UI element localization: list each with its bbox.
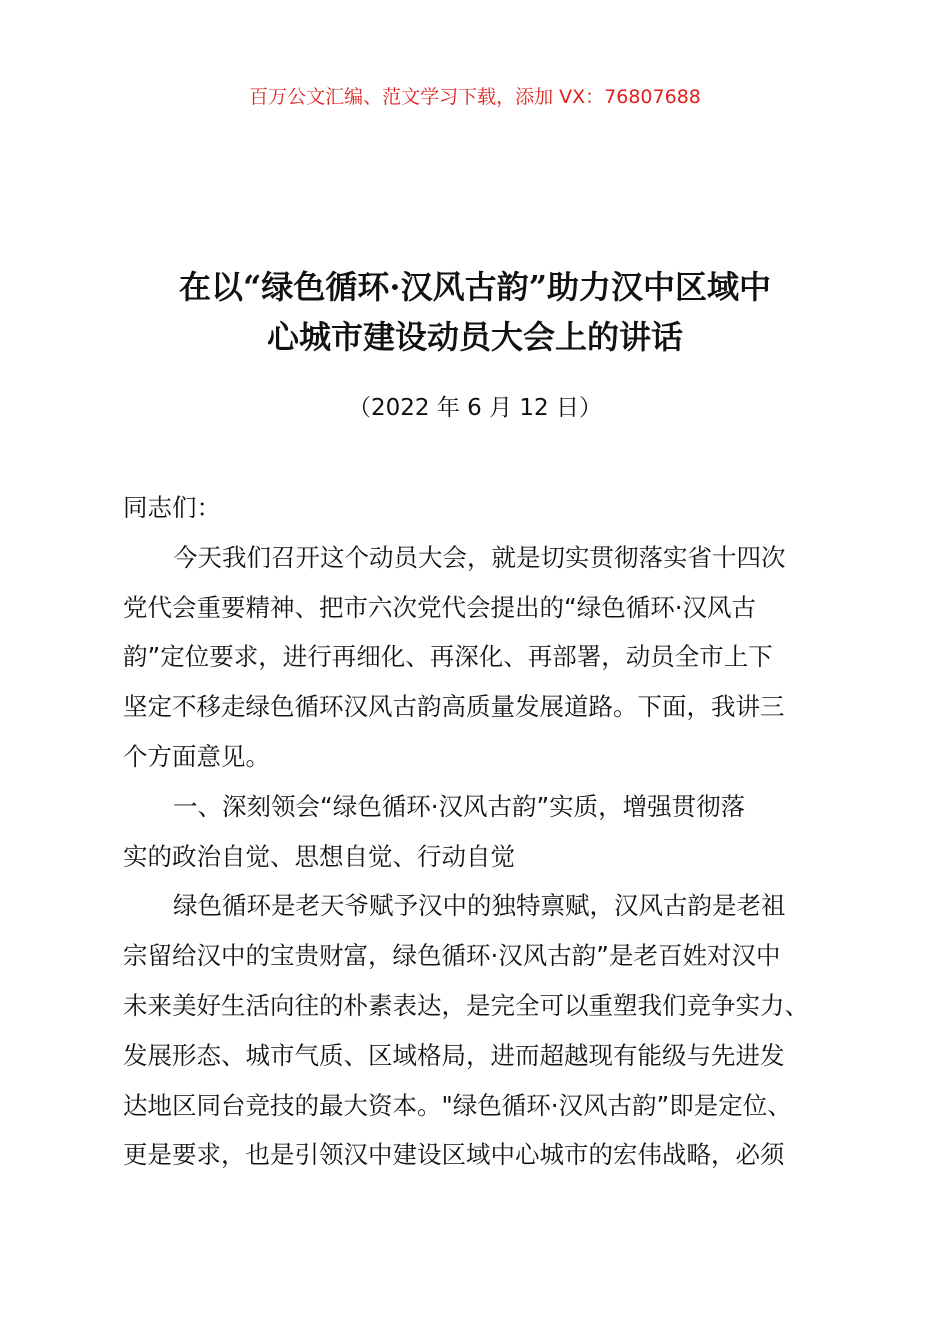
paragraph-line: 绿色循环是老天爷赋予汉中的独特禀赋，汉风古韵是老祖 bbox=[173, 891, 786, 921]
document-date: （2022 年 6 月 12 日） bbox=[348, 395, 602, 421]
paragraph-line: 未来美好生活向往的朴素表达，是完全可以重塑我们竞争实力、 bbox=[123, 990, 809, 1020]
title-line: 在以“绿色循环·汉风古韵”助力汉中区域中 bbox=[179, 268, 771, 306]
section-heading-line: 一、深刻领会“绿色循环·汉风古韵”实质，增强贯彻落 bbox=[173, 791, 746, 821]
paragraph-line: 今天我们召开这个动员大会，就是切实贯彻落实省十四次 bbox=[173, 542, 786, 572]
paragraph-line: 宗留给汉中的宝贵财富，绿色循环·汉风古韵”是老百姓对汉中 bbox=[123, 941, 781, 971]
paragraph-line: 坚定不移走绿色循环汉风古韵高质量发展道路。下面，我讲三 bbox=[123, 692, 785, 722]
watermark-header: 百万公文汇编、范文学习下载，添加 VX：76807688 bbox=[249, 86, 701, 108]
paragraph-line: 发展形态、城市气质、区域格局，进而超越现有能级与先进发 bbox=[123, 1040, 785, 1070]
document-body bbox=[123, 483, 843, 1180]
paragraph-line: 更是要求，也是引领汉中建设区域中心城市的宏伟战略，必须 bbox=[123, 1140, 785, 1170]
paragraph-line: 党代会重要精神、把市六次党代会提出的“绿色循环·汉风古 bbox=[123, 592, 756, 622]
paragraph-line: 个方面意见。 bbox=[123, 741, 270, 771]
section-heading-line: 实的政治自觉、思想自觉、行动自觉 bbox=[123, 841, 515, 871]
salutation: 同志们： bbox=[123, 493, 221, 522]
title-line: 心城市建设动员大会上的讲话 bbox=[266, 318, 683, 356]
paragraph-line: 韵”定位要求，进行再细化、再深化、再部署，动员全市上下 bbox=[123, 642, 773, 672]
document-title bbox=[100, 262, 850, 362]
paragraph-line: 达地区同台竞技的最大资本。"绿色循环·汉风古韵”即是定位、 bbox=[123, 1090, 792, 1120]
